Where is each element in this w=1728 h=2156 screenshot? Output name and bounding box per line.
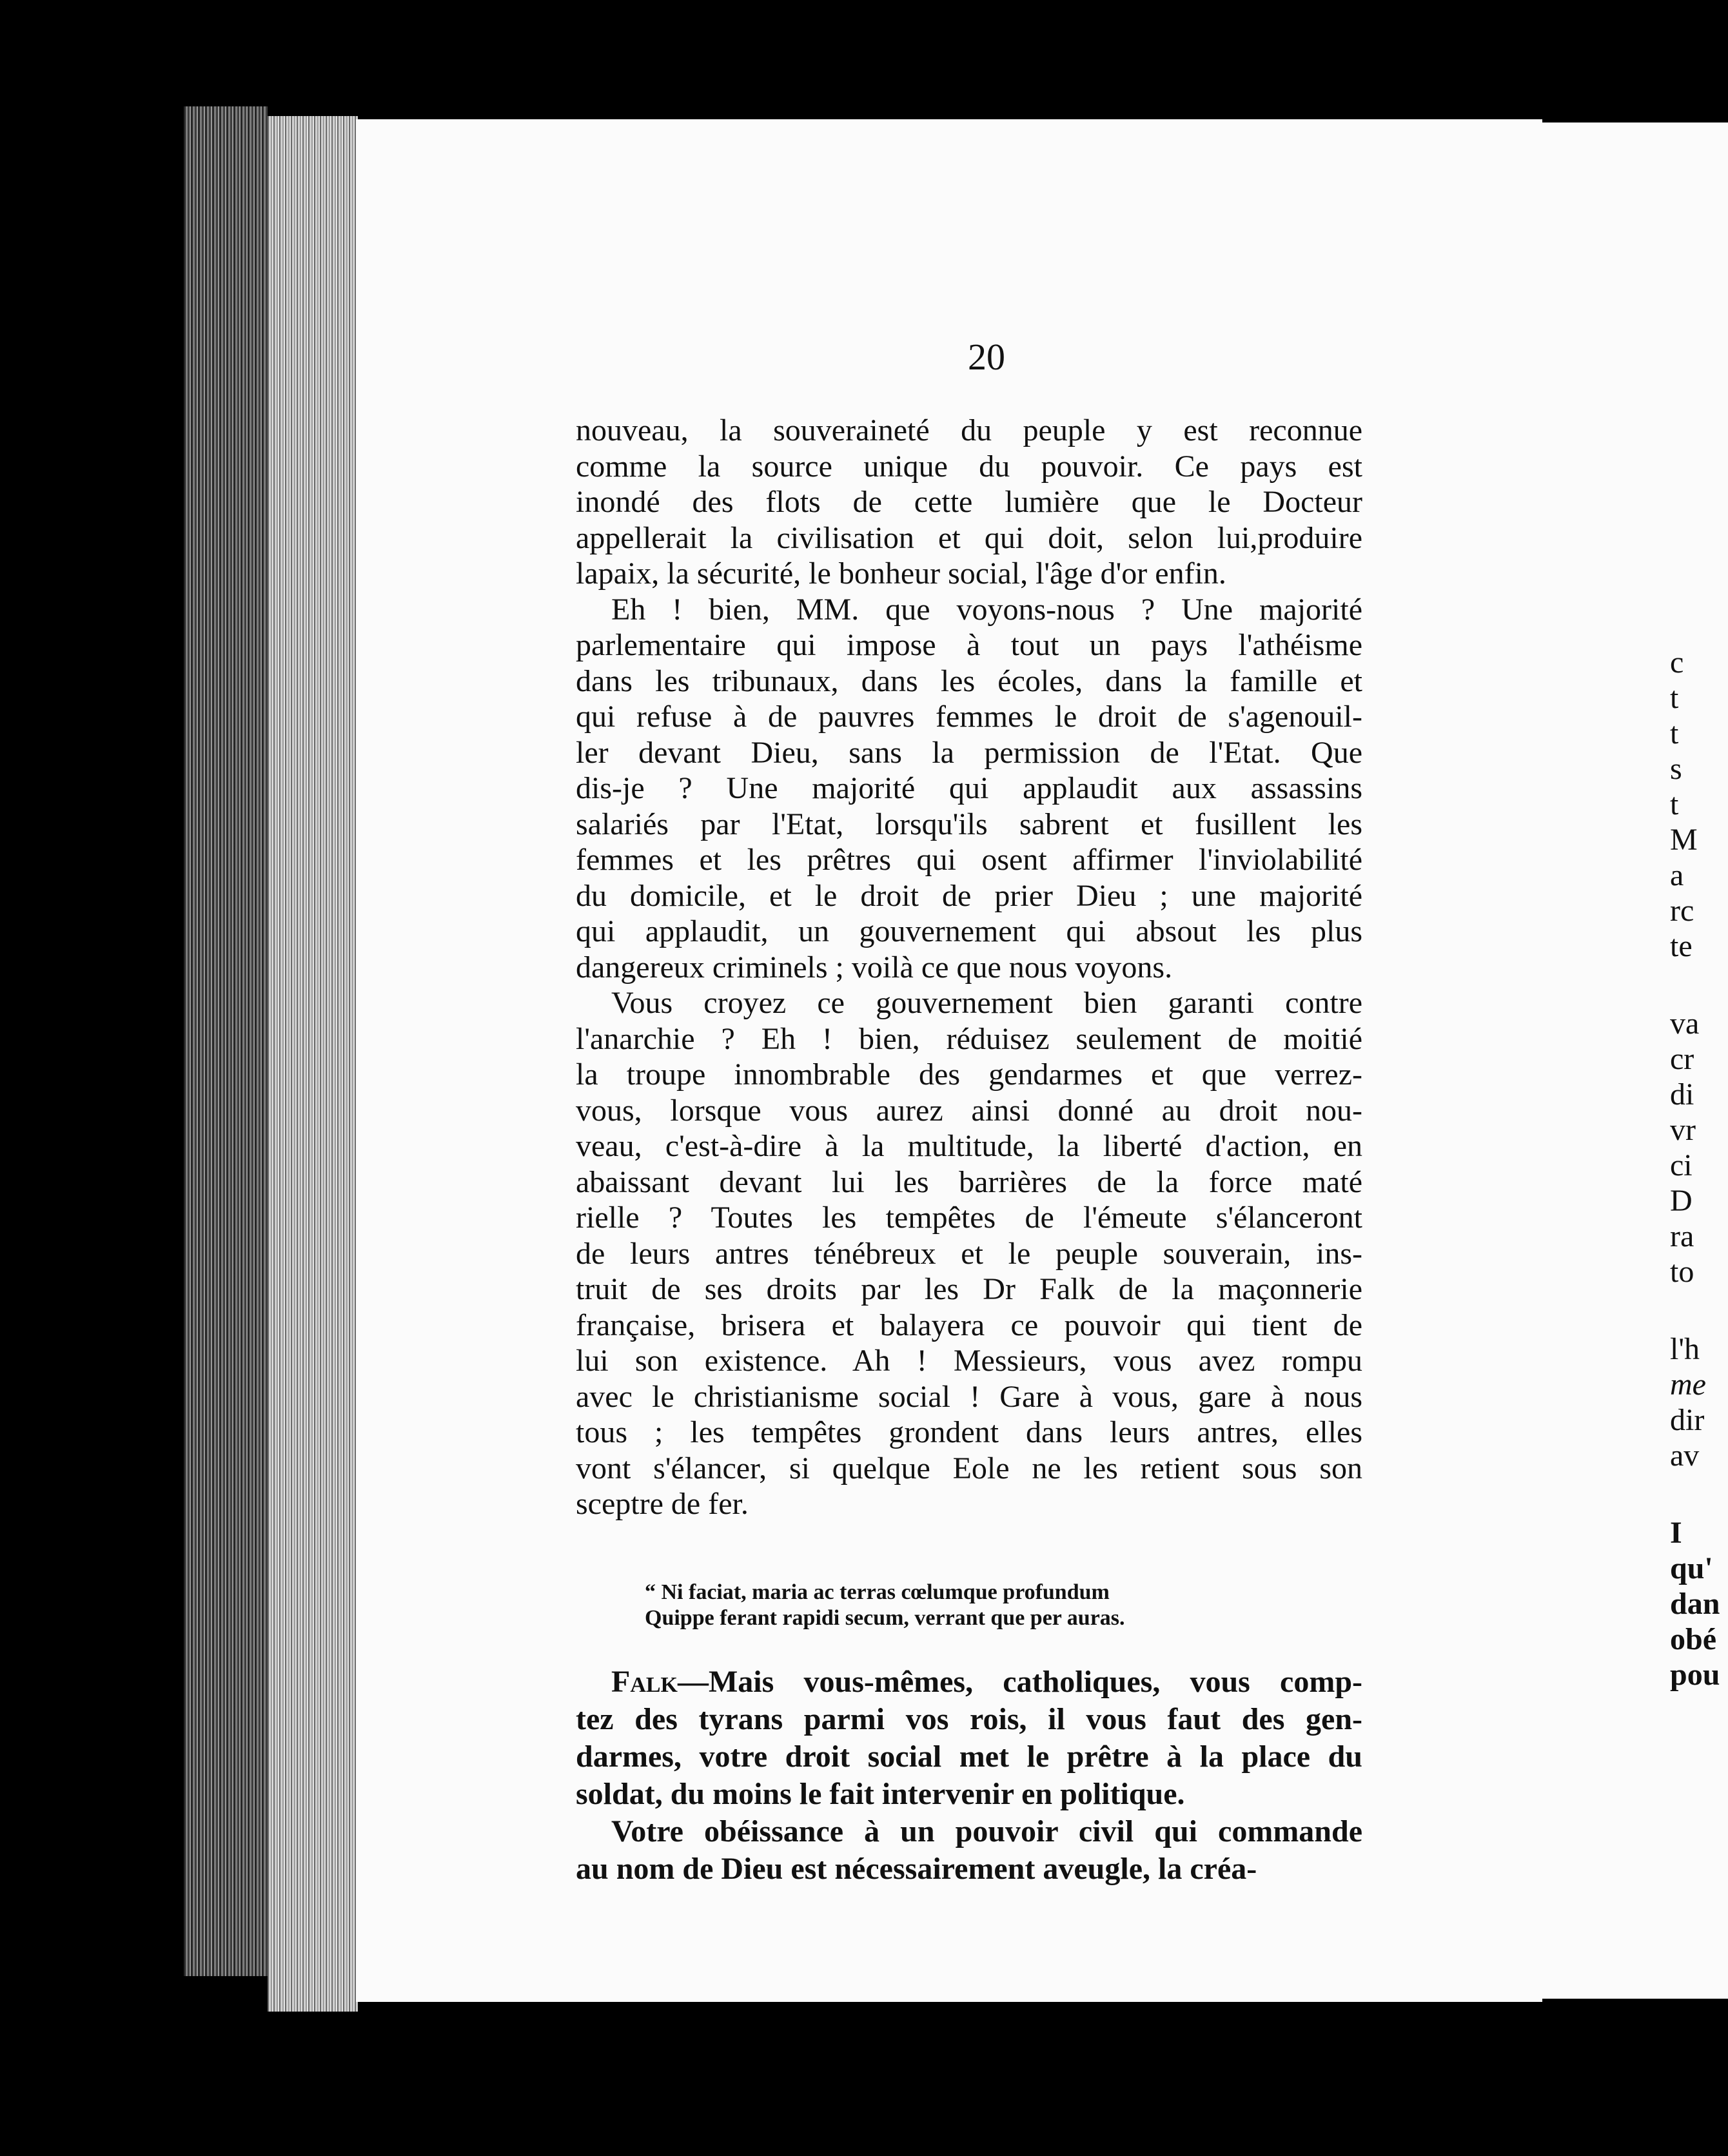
text-line: lapaix, la sécurité, le bonheur social, l'âge d'or enfin.: [576, 556, 1226, 591]
facing-page-fragment: vr: [1670, 1113, 1696, 1147]
text-line: abaissant devant lui les barrières de la force maté: [576, 1164, 1362, 1199]
text-line: Eh ! bien, MM. que voyons-nous ? Une majorité: [611, 592, 1362, 627]
text-line: veau, c'est-à-dire à la multitude, la liberté d'action, en: [576, 1129, 1362, 1163]
text-line: lui son existence. Ah ! Messieurs, vous avez rompu: [576, 1344, 1362, 1378]
quote-line: Quippe ferant rapidi secum, verrant que per auras.: [645, 1606, 1125, 1630]
facing-page-fragment: l'h: [1670, 1332, 1700, 1366]
text-line: vous, lorsque vous aurez ainsi donné au droit nou-: [576, 1093, 1362, 1128]
text-line: française, brisera et balayera ce pouvoir qui tient de: [576, 1308, 1362, 1342]
facing-page-fragment: me: [1670, 1367, 1706, 1402]
text-line: du domicile, et le droit de prier Dieu ; une majorité: [576, 878, 1362, 913]
text-line: Votre obéissance à un pouvoir civil qui commande: [611, 1814, 1362, 1848]
book-fore-edge-dark: [184, 106, 268, 1976]
facing-page-fragment: av: [1670, 1438, 1700, 1473]
text-line: tez des tyrans parmi vos rois, il vous faut des gen-: [576, 1702, 1362, 1736]
text-line: truit de ses droits par les Dr Falk de la maçonnerie: [576, 1272, 1362, 1306]
facing-page-fragment: cr: [1670, 1042, 1694, 1076]
text-line: dangereux criminels ; voilà ce que nous voyons.: [576, 950, 1173, 985]
text-line: sceptre de fer.: [576, 1487, 749, 1521]
falk-dialogue: [576, 1663, 1362, 1888]
facing-page-fragment: a: [1670, 858, 1684, 892]
facing-page-fragment: ra: [1670, 1219, 1694, 1253]
body-text: [576, 413, 1362, 1522]
text-line: salariés par l'Etat, lorsqu'ils sabrent et fusillent les: [576, 807, 1362, 841]
text-line: inondé des flots de cette lumière que le Docteur: [576, 485, 1362, 519]
text-line: qui refuse à de pauvres femmes le droit de s'agenouil-: [576, 700, 1362, 734]
text-line: avec le christianisme social ! Gare à vous, gare à nous: [576, 1379, 1362, 1414]
facing-page-fragment: t: [1670, 787, 1679, 821]
text-line: rielle ? Toutes les tempêtes de l'émeute s'élanceront: [576, 1200, 1362, 1235]
facing-page-fragment: di: [1670, 1077, 1694, 1112]
facing-page-fragment: t: [1670, 716, 1679, 750]
facing-page-fragment: pou: [1670, 1658, 1720, 1692]
text-line: [576, 1663, 1362, 1701]
text-line: dis-je ? Une majorité qui applaudit aux assassins: [576, 771, 1362, 805]
text-line: comme la source unique du pouvoir. Ce pays est: [576, 449, 1362, 484]
facing-page-fragment: va: [1670, 1006, 1700, 1041]
speaker-text: —Mais vous-mêmes, catholiques, vous comp-: [678, 1665, 1362, 1699]
text-line: au nom de Dieu est nécessairement aveugle, la créa-: [576, 1852, 1257, 1886]
facing-page-fragment: D: [1670, 1184, 1693, 1218]
quote-line: “ Ni faciat, maria ac terras cœlumque profundum: [645, 1580, 1110, 1604]
facing-page-fragment: dir: [1670, 1403, 1705, 1437]
facing-page-fragment: c: [1670, 645, 1684, 680]
text-line: femmes et les prêtres qui osent affirmer l'inviolabilité: [576, 843, 1362, 877]
book-fore-edge-light: [268, 116, 358, 2012]
text-line: soldat, du moins le fait intervenir en politique.: [576, 1777, 1185, 1811]
text-line: vont s'élancer, si quelque Eole ne les retient sous son: [576, 1451, 1362, 1485]
facing-page-fragment: obé: [1670, 1622, 1716, 1656]
text-line: l'anarchie ? Eh ! bien, réduisez seulement de moitié: [576, 1021, 1362, 1056]
text-line: qui applaudit, un gouvernement qui absout les plus: [576, 914, 1362, 948]
text-line: nouveau, la souveraineté du peuple y est reconnue: [576, 413, 1362, 447]
facing-page-fragment: dan: [1670, 1587, 1720, 1621]
text-line: tous ; les tempêtes grondent dans leurs antres, elles: [576, 1415, 1362, 1449]
facing-page-fragment: te: [1670, 929, 1693, 963]
text-line: ler devant Dieu, sans la permission de l'Etat. Que: [576, 735, 1362, 770]
facing-page-fragment: qu': [1670, 1551, 1713, 1585]
speaker-name: Falk: [611, 1665, 678, 1699]
text-line: darmes, votre droit social met le prêtre à la place du: [576, 1740, 1362, 1774]
facing-page-fragment: ci: [1670, 1148, 1693, 1182]
facing-page-fragment: M: [1670, 823, 1698, 857]
facing-page-fragment: s: [1670, 752, 1682, 786]
text-line: la troupe innombrable des gendarmes et que verrez-: [576, 1057, 1362, 1092]
text-line: Vous croyez ce gouvernement bien garanti contre: [611, 986, 1362, 1020]
facing-page-fragment: t: [1670, 681, 1679, 715]
latin-quote: [645, 1580, 1225, 1631]
facing-page-fragment: to: [1670, 1255, 1694, 1289]
text-line: de leurs antres ténébreux et le peuple souverain, ins-: [576, 1236, 1362, 1271]
facing-page-fragment: I: [1670, 1516, 1682, 1550]
text-line: dans les tribunaux, dans les écoles, dans la famille et: [576, 663, 1362, 698]
page-number: 20: [968, 336, 1005, 378]
text-line: parlementaire qui impose à tout un pays l'athéisme: [576, 628, 1362, 662]
text-line: appellerait la civilisation et qui doit, selon lui,produire: [576, 520, 1362, 555]
facing-page-text-fragments: [1670, 0, 1728, 2156]
facing-page-fragment: rc: [1670, 894, 1694, 928]
